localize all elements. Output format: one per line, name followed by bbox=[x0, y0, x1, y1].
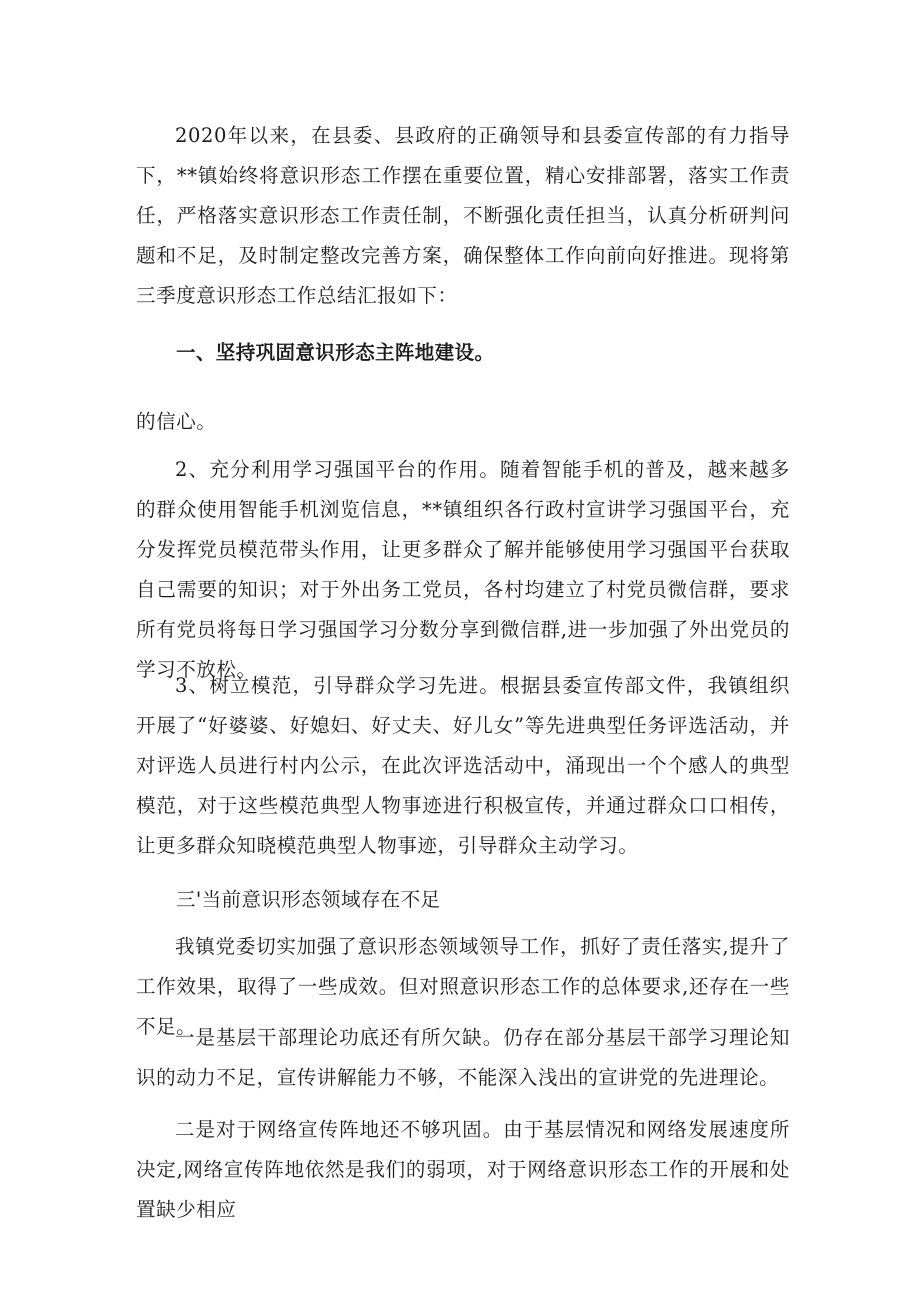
intro-paragraph: 2020年以来，在县委、县政府的正确领导和县委宣传部的有力指导下，**镇始终将意识形态工作摆在重要位置，精心安排部署，落实工作责任，严格落实意识形态工作责任制，不断强化责任担当，认真分析研判问题和不足，及时制定整改完善方案，确保整体工作向前向好推进。现将第三季度意识形态工作总结汇报如下： bbox=[136, 124, 790, 307]
section-heading-3: 三'当前意识形态领域存在不足 bbox=[176, 888, 441, 911]
item-2-paragraph: 2、充分利用学习强国平台的作用。随着智能手机的普及，越来越多的群众使用智能手机浏览信息，**镇组织各行政村宣讲学习强国平台，充分发挥党员模范带头作用，让更多群众了解并能够使用学习强国平台获取自己需要的知识；对于外出务工党员，各村均建立了村党员微信群，要求所有党员将每日学习强国学习分数分享到微信群,进一步加强了外出党员的学习不放松。 bbox=[136, 458, 790, 681]
continuation-fragment: 的信心。 bbox=[136, 410, 217, 433]
point-1-paragraph: 一是基层干部理论功底还有所欠缺。仍存在部分基层干部学习理论知识的动力不足，宣传讲解能力不够，不能深入浅出的宣讲党的先进理论。 bbox=[136, 1026, 790, 1089]
summary-paragraph: 我镇党委切实加强了意识形态领域领导工作，抓好了责任落实,提升了工作效果，取得了一些成效。但对照意识形态工作的总体要求,还存在一些不足。 bbox=[136, 935, 790, 1038]
section-heading-1: 一、坚持巩固意识形态主阵地建设。 bbox=[176, 341, 495, 364]
item-3-paragraph: 3、树立模范，引导群众学习先进。根据县委宣传部文件，我镇组织开展了“好婆婆、好媳妇、好丈夫、好儿女”等先进典型任务评选活动，并对评选人员进行村内公示，在此次评选活动中，涌现出一个个感人的典型模范，对于这些模范典型人物事迹进行积极宣传，并通过群众口口相传，让更多群众知晓模范典型人物事迹，引导群众主动学习。 bbox=[136, 674, 790, 857]
point-2-paragraph: 二是对于网络宣传阵地还不够巩固。由于基层情况和网络发展速度所决定,网络宣传阵地依然是我们的弱项，对于网络意识形态工作的开展和处置缺少相应 bbox=[136, 1118, 790, 1221]
